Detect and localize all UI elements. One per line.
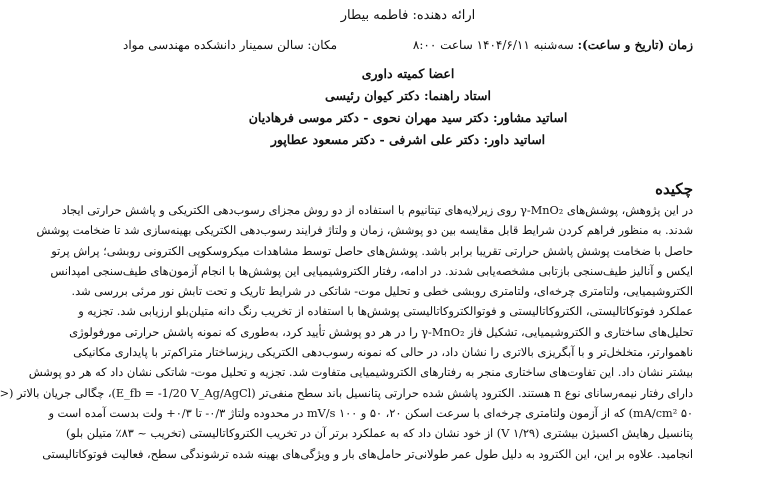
referees-line: اساتید داور: دکتر علی اشرفی - دکتر مسعود عطاپور [270,132,546,147]
place-info: مکان: سالن سمینار دانشکده مهندسی مواد [123,38,338,52]
time-info [413,38,693,52]
presenter-line: ارائه دهنده: فاطمه بیطار [340,8,476,23]
abstract-line: تحلیل‌های ساختاری و الکتروشیمیایی، تشکیل فاز γ-MnO₂ را در هر دو پوشش تأیید کرد، به‌طوری که نمونه پاشش حرارتی مورفولوژی [69,325,693,339]
abstract-line: ناهموارتر، متخلخل‌تر و با آبگریزی بالاتری را نشان داد، در حالی که نمونه رسوب‌دهی الکتریکی ریزساختار متراکم‌تر با پایداری مکانیکی [73,346,693,360]
abstract-title: چکیده [655,180,693,198]
abstract-line: پتانسیل رهایش اکسیژن بیشتری (۱/۲۹ V) از خود نشان داد که به عملکرد برتر آن در تخریب الکتروکاتالیستی (تخریب ~ ۸۳٪ متیلن بلو) [66,427,693,441]
time-label: زمان (تاریخ و ساعت): [577,38,693,52]
abstract-line: انجامید. علاوه بر این، این الکترود به دلیل طول عمر طولانی‌تر حامل‌های بار و ویژگی‌های بهینه شده ترشوندگی سطح، فعالیت فوتوکاتالیستی [42,447,693,461]
abstract-line: دارای رفتار نیمه‌رسانای نوع n هستند. الکترود پاشش شده حرارتی پتانسیل باند سطح منفی‌تر (E_fb = -1/20 V_Ag/AgCl)، چگالی جریان بالاتر (< [0,386,693,400]
time-value: سه‌شنبه ۱۴۰۴/۶/۱۱ ساعت ۸:۰۰ [412,38,574,52]
abstract-line: بیشتر نشان داد. این تفاوت‌های ساختاری منجر به رفتارهای الکتروشیمیایی متفاوت شد. تجزیه و تحلیل موت- شاتکی نشان داد که هر دو پوشش [28,366,693,380]
abstract-line: شدند. به منظور فراهم کردن شرایط قابل مقایسه بین دو پوشش، زمان و ولتاژ فرایند رسوب‌دهی الکتریکی بهینه‌سازی شد تا ضخامت پوشش [36,224,693,238]
supervisor-line: استاد راهنما: دکتر کیوان رئیسی [325,88,491,103]
abstract-line: ۵۰ mA/cm²) که از آزمون ولتامتری چرخه‌ای با سرعت اسکن ۲۰، ۵۰ و ۱۰۰ mV/s در محدوده ولتاژ ۰/۳- تا ۰/۳+ ولت بدست آمده است و [48,406,693,420]
abstract-line: در این پژوهش، پوشش‌های γ-MnO₂ روی زیرلایه‌های تیتانیوم با استفاده از دو روش مجزای رسوب‌دهی الکتریکی و پاشش حرارتی ایجاد [61,204,693,217]
abstract-line: عملکرد فوتوکاتالیستی، الکتروکاتالیستی و فوتوالکتروکاتالیستی پوشش‌ها با استفاده از تخریب رنگ دانه متیلن‌بلو ارزیابی شد. تجزیه و [78,305,693,319]
abstract-line: حاصل با ضخامت پوشش پاشش حرارتی تقریبا برابر باشد. پوشش‌های حاصل توسط مشاهدات میکروسکوپی الکترونی روبشی؛ پراش پرتو [51,244,693,258]
abstract-body [0,201,693,465]
committee-title: اعضا کمیته داوری [361,66,455,81]
abstract-line: ایکس و آنالیز طیف‌سنجی بازتابی مشخصه‌یابی شدند. در ادامه، رفتار الکتروشیمیایی این پوشش‌ها با انجام آزمون‌های طیف‌سنجی امپدانس [50,264,693,278]
advisors-line: اساتید مشاور: دکتر سید مهران نحوی - دکتر موسی فرهادیان [248,110,568,125]
abstract-line: الکتروشیمیایی، ولتامتری چرخه‌ای، ولتامتری روبشی خطی و تحلیل موت- شاتکی در شرایط تاریک و تحت تابش نور مرئی بررسی شد. [71,285,693,299]
meta-row [123,38,693,56]
